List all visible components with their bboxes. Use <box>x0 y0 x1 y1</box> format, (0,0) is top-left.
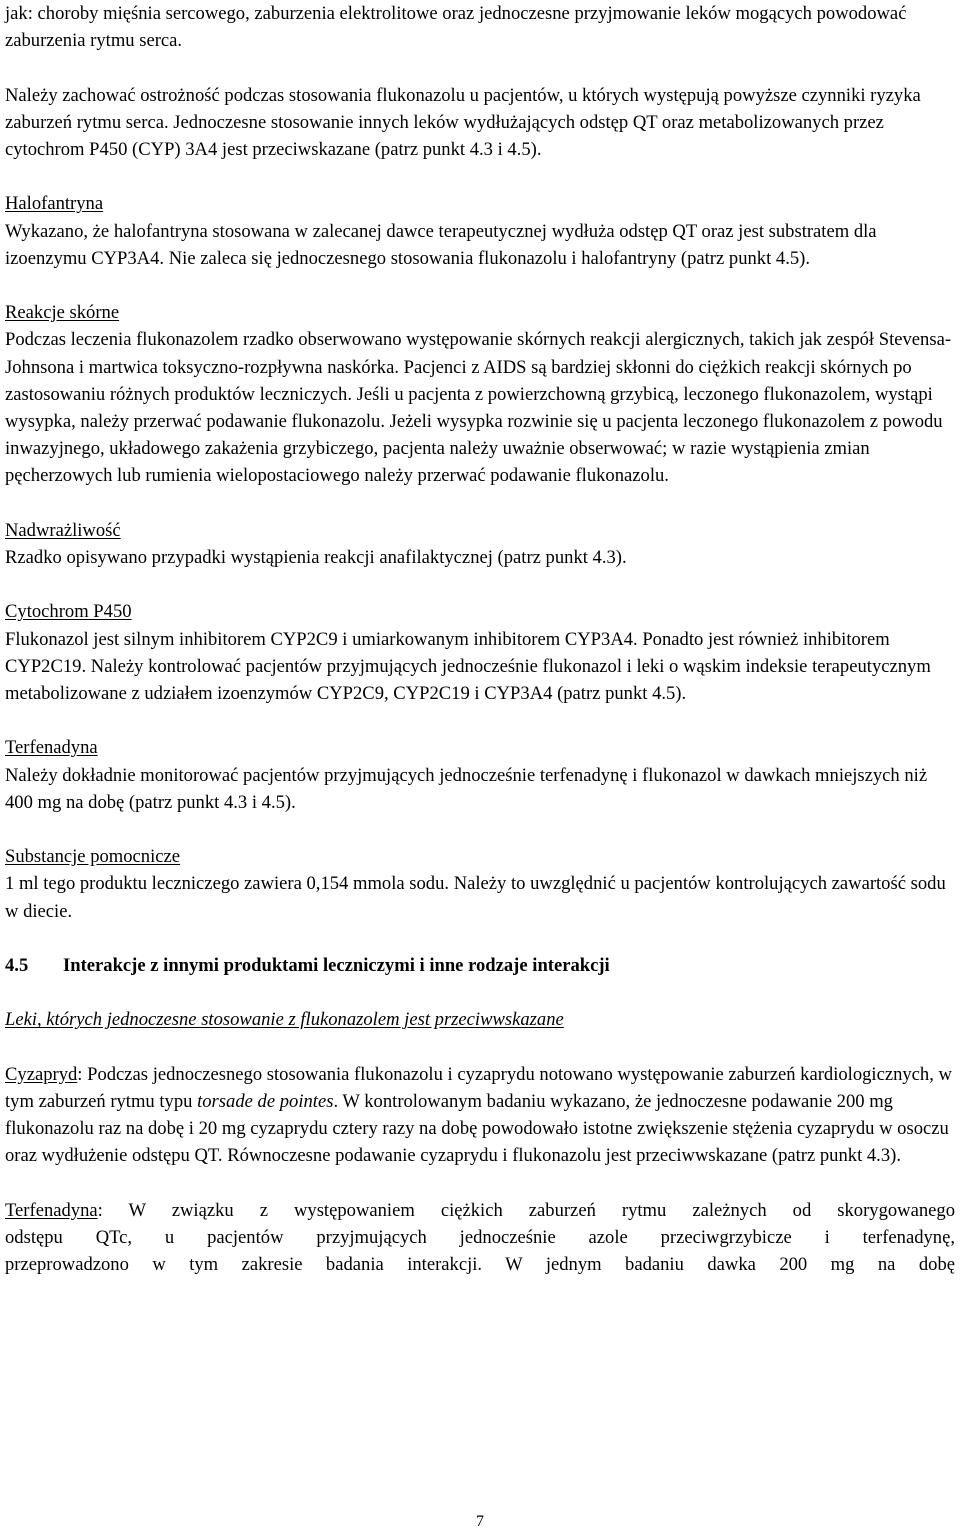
reakcje-skorne-section <box>5 299 955 489</box>
substancje-pomocnicze-text-2: Należy to uwzględnić u pacjentów kontrolujących zawartość sodu w diecie. <box>5 873 946 922</box>
reakcje-skorne-text-4: Jeżeli wysypka rozwinie się u pacjenta leczonego flukonazolem z powodu inwazyjnego, układowego zakażenia grzybiczego, pacjenta należy uważnie obserwować; w razie wystąpienia zmian pęcherzowych lub rumienia wielopostaciowego należy przerwać podawanie flukonazolu. <box>5 411 943 487</box>
intro-caution-paragraph <box>5 82 955 164</box>
reakcje-skorne-text-2: Pacjenci z AIDS są bardziej skłonni do ciężkich reakcji skórnych po zastosowaniu różnych produktów leczniczych. <box>5 356 912 405</box>
terfenadyna-interakcje-text-2: odstępu QTc, u pacjentów przyjmujących jednocześnie azole przeciwgrzybicze i terfenadynę, <box>5 1226 955 1248</box>
terfenadyna-section <box>5 734 955 816</box>
section-4-5-title: Interakcje z innymi produktami leczniczymi i inne rodzaje interakcji <box>63 954 610 976</box>
nadwrazliwosc-text: Rzadko opisywano przypadki wystąpienia reakcji anafilaktycznej (patrz punkt 4.3). <box>5 547 627 568</box>
terfenadyna-interakcje-line-2 <box>5 1224 955 1251</box>
terfenadyna-interakcje-label: Terfenadyna <box>5 1199 98 1221</box>
halofantryna-text-1: Wykazano, że halofantryna stosowana w zalecanej dawce terapeutycznej wydłuża odstęp QT oraz jest substratem dla izoenzymu CYP3A4. <box>5 220 877 269</box>
terfenadyna-interakcje-paragraph <box>5 1197 955 1279</box>
cyzapryd-text-3: Równoczesne podawanie cyzaprydu i flukonazolu jest przeciwwskazane (patrz punkt 4.3). <box>227 1145 901 1167</box>
intro-caution-text-2: Jednoczesne stosowanie innych leków wydłużających odstęp QT oraz metabolizowanych przez cytochrom P450 (CYP) 3A4 jest przeciwskazane (patrz punkt 4.3 i 4.5). <box>5 111 884 160</box>
halofantryna-section <box>5 190 955 272</box>
contraindicated-subheading-text: Leki, których jednoczesne stosowanie z flukonazolem jest przeciwwskazane <box>5 1009 564 1031</box>
terfenadyna-text: Należy dokładnie monitorować pacjentów przyjmujących jednocześnie terfenadynę i flukonazol w dawkach mniejszych niż 400 mg na dobę (patrz punkt 4.3 i 4.5). <box>5 764 928 813</box>
nadwrazliwosc-section <box>5 517 955 571</box>
reakcje-skorne-text-3: Jeśli u pacjenta z powierzchowną grzybicą, leczonego flukonazolem, wystąpi wysypka, należy przerwać podawanie flukonazolu. <box>5 383 933 432</box>
cytochrom-heading: Cytochrom P450 <box>5 601 132 623</box>
substancje-pomocnicze-text-1: 1 ml tego produktu leczniczego zawiera 0,154 mmola sodu. <box>5 873 454 895</box>
terfenadyna-interakcje-line-1 <box>5 1197 955 1224</box>
cyzapryd-text-1: : Podczas jednoczesnego stosowania flukonazolu i cyzaprydu notowano występowanie zaburzeń kardiologicznych, w tym zaburzeń rytmu typu <box>5 1063 952 1112</box>
substancje-pomocnicze-heading: Substancje pomocnicze <box>5 846 181 868</box>
intro-caution-text-1: Należy zachować ostrożność podczas stosowania flukonazolu u pacjentów, u których występują powyższe czynniki ryzyka zaburzeń rytmu serca. <box>5 84 921 133</box>
cyzapryd-text-2: . W kontrolowanym badaniu wykazano, że jednoczesne podawanie 200 mg flukonazolu raz na dobę i 20 mg cyzaprydu cztery razy na dobę powodowało istotne zwiększenie stężenia cyzaprydu w osoczu oraz wydłużenie odstępu QT. <box>5 1090 949 1167</box>
page-number: 7 <box>476 1513 484 1530</box>
terfenadyna-interakcje-line-3 <box>5 1251 955 1278</box>
cytochrom-text-1: Flukonazol jest silnym inhibitorem CYP2C9 i umiarkowanym inhibitorem CYP3A4. <box>5 628 643 650</box>
terfenadyna-interakcje-text-3: przeprowadzono w tym zakresie badania interakcji. W jednym badaniu dawka 200 mg na dobę <box>5 1254 955 1276</box>
reakcje-skorne-text-1: Podczas leczenia flukonazolem rzadko obserwowano występowanie skórnych reakcji alergicznych, takich jak zespół Stevensa-Johnsona i martwica toksyczno-rozpływna naskórka. <box>5 329 952 378</box>
reakcje-skorne-heading: Reakcje skórne <box>5 302 120 324</box>
contraindicated-subheading <box>5 1006 955 1033</box>
cytochrom-text-3: Należy kontrolować pacjentów przyjmujących jednocześnie flukonazol i leki o wąskim indeksie terapeutycznym metabolizowane z udziałem izoenzymów CYP2C9, CYP2C19 i CYP3A4 (patrz punkt 4.5). <box>5 655 931 704</box>
terfenadyna-interakcje-text-1: : W związku z występowaniem ciężkich zaburzeń rytmu zależnych od skorygowanego <box>97 1199 955 1221</box>
substancje-pomocnicze-section <box>5 843 955 925</box>
intro-risk-factors <box>5 0 955 54</box>
cyzapryd-italic-term: torsade de pointes <box>197 1090 334 1112</box>
intro-risk-factors-text: jak: choroby mięśnia sercowego, zaburzenia elektrolitowe oraz jednoczesne przyjmowanie leków mogących powodować zaburzenia rytmu serca. <box>5 3 907 52</box>
halofantryna-text-2: Nie zaleca się jednoczesnego stosowania flukonazolu i halofantryny (patrz punkt 4.5). <box>168 247 810 269</box>
cyzapryd-label: Cyzapryd <box>5 1063 78 1085</box>
section-4-5-heading <box>5 952 955 979</box>
document-page <box>5 0 955 1278</box>
section-4-5-number: 4.5 <box>5 954 29 976</box>
halofantryna-heading: Halofantryna <box>5 193 104 215</box>
nadwrazliwosc-heading: Nadwrażliwość <box>5 519 121 541</box>
terfenadyna-heading: Terfenadyna <box>5 737 98 759</box>
cytochrom-section <box>5 598 955 707</box>
cyzapryd-paragraph <box>5 1061 955 1170</box>
cytochrom-text-2: Ponadto jest również inhibitorem CYP2C19. <box>5 628 890 677</box>
